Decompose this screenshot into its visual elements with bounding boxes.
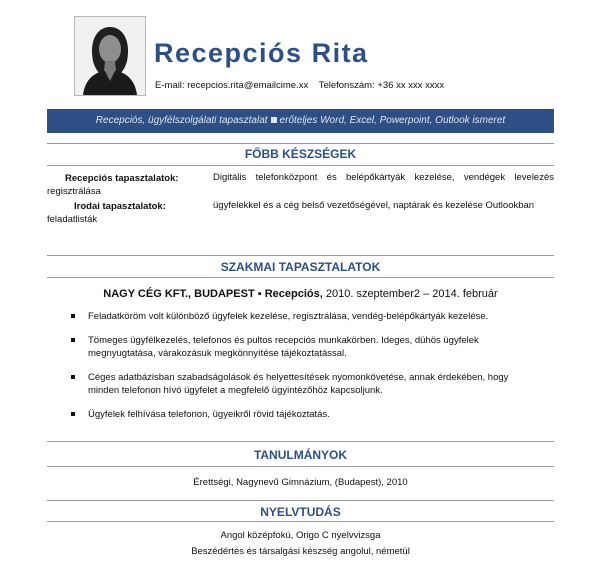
section-title-skills: FŐBB KÉSZSÉGEK	[244, 147, 357, 161]
section-divider	[47, 441, 554, 442]
banner-text-2: erőteljes Word, Excel, Powerpoint, Outlook ismeret	[279, 115, 506, 126]
list-item: Céges adatbázisban szabadságolások és helyettesítések nyomonkövetése, annak érdekében, hogy minden telefonon hívó ügyfelet a megfelelő ügyintézőhöz kapcsoljunk.	[88, 371, 528, 397]
skill-label-office-tail: feladatlisták	[47, 214, 98, 225]
list-item: Feladatköröm volt különböző ügyfelek kezelése, regisztrálása, vendég-belépőkártyák kezelése.	[88, 310, 528, 323]
section-title-experience: SZAKMAI TAPASZTALATOK	[220, 260, 381, 274]
education-entry: Érettségi, Nagynevű Gimnázium, (Budapest), 2010	[193, 477, 408, 488]
company-name: NAGY CÉG KFT., BUDAPEST	[103, 288, 255, 300]
job-header	[47, 288, 554, 300]
skill-label-office: Irodai tapasztalatok:	[74, 201, 166, 212]
section-divider	[47, 255, 554, 256]
section-divider	[47, 521, 554, 522]
contact-line	[155, 80, 452, 91]
avatar-silhouette-icon	[75, 17, 145, 95]
profile-photo	[74, 16, 146, 96]
list-item: Tömeges ügyfélkezelés, telefonos és pultos recepciós munkakörben. Ideges, dühös ügyfelek megnyugtatása, várakozásuk megkönnyítése tájékoztatással.	[88, 334, 528, 360]
phone-text: Telefonszám: +36 xx xxx xxxx	[318, 80, 445, 91]
summary-banner	[47, 109, 554, 133]
email-text: E-mail: recepcios.rita@emailcime.xx	[155, 80, 309, 91]
language-entry-1: Angol középfokú, Origo C nyelvvizsga	[220, 530, 381, 541]
candidate-name: Recepciós Rita	[154, 38, 369, 68]
section-divider	[47, 500, 554, 501]
language-entry-2: Beszédértés és társalgási készség angolul, németül	[191, 546, 410, 557]
section-title-languages: NYELVTUDÁS	[260, 505, 341, 519]
job-position: Recepciós,	[264, 288, 323, 300]
job-period: 2010. szeptember2 – 2014. február	[325, 288, 498, 300]
job-separator-icon: ▪	[257, 288, 262, 300]
experience-bullets	[88, 310, 528, 432]
list-item: Ügyfelek felhívása telefonon, ügyeikről rövid tájékoztatás.	[88, 408, 528, 421]
section-title-education: TANULMÁNYOK	[253, 448, 348, 462]
square-bullet-icon	[271, 117, 277, 123]
skill-label-reception-tail: regisztrálása	[47, 186, 101, 197]
section-divider	[47, 466, 554, 467]
section-divider	[47, 143, 554, 144]
banner-text-1: Recepciós, ügyfélszolgálati tapasztalat	[95, 115, 268, 126]
section-divider	[47, 277, 554, 278]
skill-description: Digitális telefonközpont és belépőkártyák kezelése, vendégek levelezés ügyfelekkel és a cég belső vezetőségével, naptárak és kezelése Outlookban	[213, 172, 554, 211]
skill-label-reception: Recepciós tapasztalatok:	[65, 173, 179, 184]
